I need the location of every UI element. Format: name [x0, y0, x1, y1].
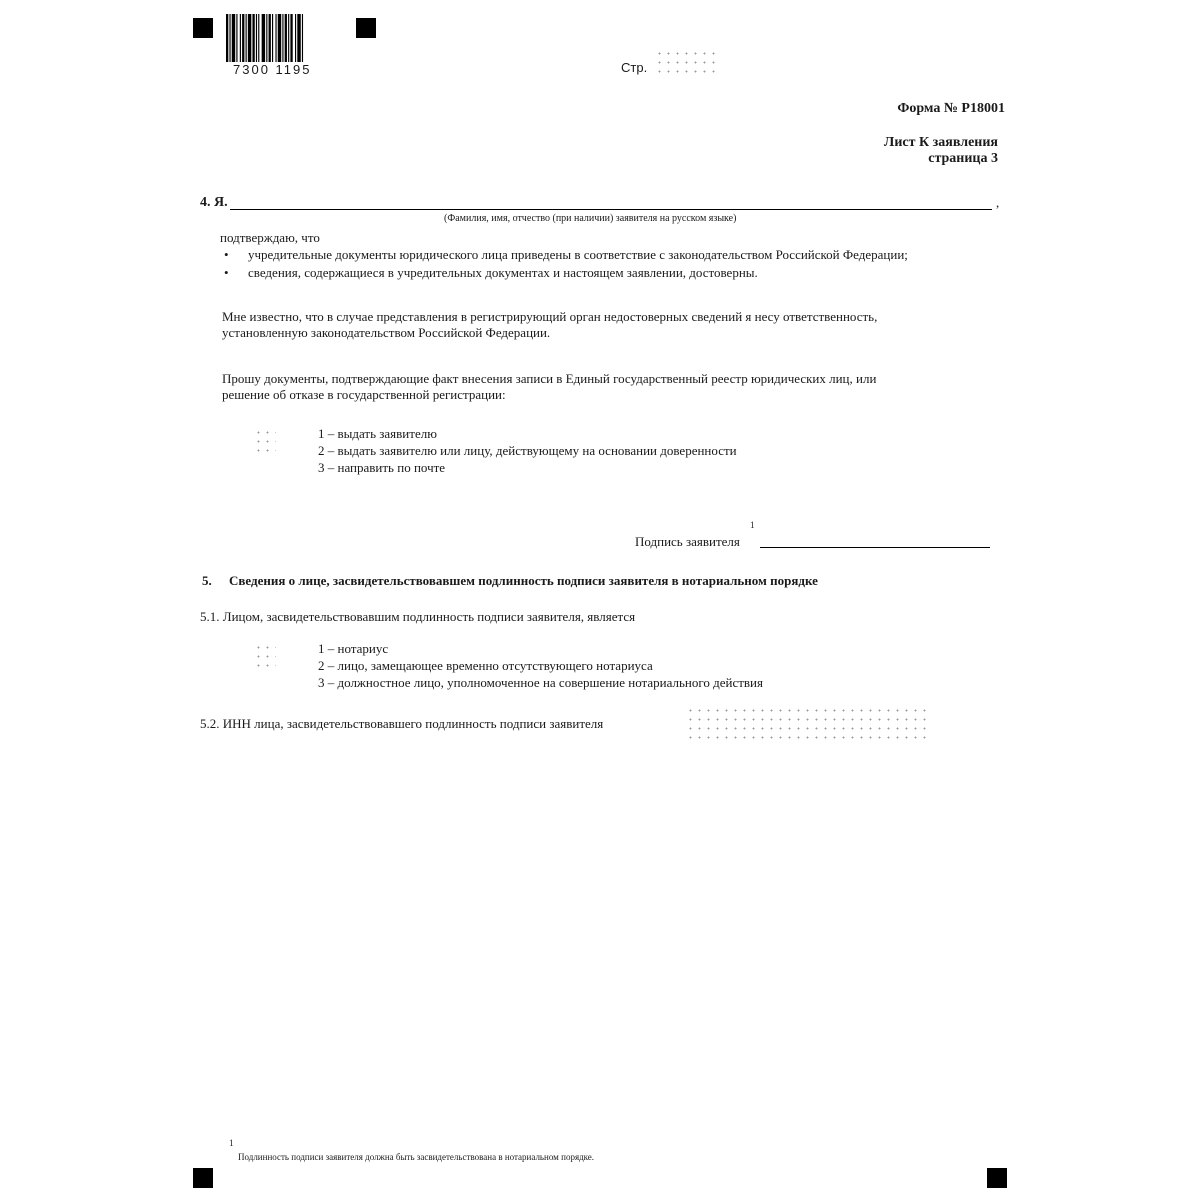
liability-line: установленную законодательством Российской Федерации. — [222, 325, 551, 340]
bullet-mark: • — [224, 265, 229, 280]
barcode-bar — [226, 14, 228, 62]
barcode-bar — [272, 14, 273, 62]
sheet-title: Лист К заявления — [883, 135, 998, 150]
barcode-bar — [232, 14, 235, 62]
bullet-mark: • — [224, 247, 229, 262]
barcode-bar — [269, 14, 271, 62]
section4-prefix: 4. Я. — [200, 195, 228, 210]
certifier-option: 2 – лицо, замещающее временно отсутствующего нотариуса — [318, 658, 653, 673]
barcode-bar — [288, 14, 289, 62]
section4-comma: , — [996, 195, 1000, 210]
applicant-name-field[interactable] — [230, 209, 992, 210]
inn-field[interactable] — [686, 706, 932, 740]
bullet-item: сведения, содержащиеся в учредительных документах и настоящем заявлении, достоверны. — [248, 265, 758, 280]
signature-footnote-ref: 1 — [750, 520, 755, 530]
signature-label: Подпись заявителя — [635, 534, 740, 549]
bullet-item: учредительные документы юридического лица приведены в соответствие с законодательством Российской Федерации; — [248, 247, 908, 262]
delivery-option: 1 – выдать заявителю — [318, 426, 437, 441]
question-5-1: 5.1. Лицом, засвидетельствовавшим подлинность подписи заявителя, является — [200, 609, 636, 624]
barcode-bar — [256, 14, 257, 62]
barcode-bar — [262, 14, 265, 62]
barcode-bar — [302, 14, 303, 62]
barcode-bar — [242, 14, 244, 62]
barcode-bar — [290, 14, 292, 62]
footnote-text: Подлинность подписи заявителя должна быть засвидетельствована в нотариальном порядке. — [238, 1152, 595, 1162]
certifier-option: 1 – нотариус — [318, 641, 389, 656]
barcode-bar — [266, 14, 267, 62]
request-line: решение об отказе в государственной регистрации: — [222, 387, 506, 402]
barcode-bar — [248, 14, 251, 62]
barcode-number: 7300 1195 — [233, 62, 312, 77]
corner-marker-bottom-right — [987, 1168, 1007, 1188]
barcode-bar — [246, 14, 247, 62]
delivery-option-field[interactable] — [254, 428, 276, 456]
section5-number: 5. — [202, 573, 212, 588]
barcode-bar — [275, 14, 276, 62]
barcode — [226, 14, 338, 62]
liability-line: Мне известно, что в случае представления в регистрирующий орган недостоверных сведений я несу ответственность, — [222, 309, 878, 324]
question-5-2: 5.2. ИНН лица, засвидетельствовавшего подлинность подписи заявителя — [200, 716, 604, 731]
barcode-bar — [236, 14, 237, 62]
footnote-mark: 1 — [229, 1138, 234, 1148]
signature-field[interactable] — [760, 547, 990, 548]
barcode-bar — [229, 14, 230, 62]
barcode-bar — [252, 14, 254, 62]
form-number: Форма № Р18001 — [897, 101, 1005, 116]
barcode-bar — [297, 14, 300, 62]
barcode-bar — [240, 14, 241, 62]
page-number-label: Стр. — [621, 60, 648, 75]
delivery-option: 2 – выдать заявителю или лицу, действующему на основании доверенности — [318, 443, 737, 458]
corner-marker-bottom-left — [193, 1168, 213, 1188]
page-number-field[interactable] — [655, 49, 719, 79]
barcode-bar — [285, 14, 287, 62]
section5-title: Сведения о лице, засвидетельствовавшем подлинность подписи заявителя в нотариальном порядке — [229, 573, 818, 588]
request-line: Прошу документы, подтверждающие факт внесения записи в Единый государственный реестр юридических лиц, или — [222, 371, 877, 386]
certifier-option: 3 – должностное лицо, уполномоченное на совершение нотариального действия — [318, 675, 763, 690]
confirm-text: подтверждаю, что — [220, 230, 320, 245]
corner-marker-top-left — [193, 18, 213, 38]
barcode-bar — [295, 14, 296, 62]
corner-marker-top-right — [356, 18, 376, 38]
barcode-bar — [278, 14, 281, 62]
sheet-page: страница 3 — [928, 151, 998, 166]
name-caption: (Фамилия, имя, отчество (при наличии) заявителя на русском языке) — [444, 213, 737, 224]
delivery-option: 3 – направить по почте — [318, 460, 446, 475]
certifier-type-field[interactable] — [254, 643, 276, 671]
barcode-bar — [258, 14, 259, 62]
barcode-bar — [282, 14, 283, 62]
